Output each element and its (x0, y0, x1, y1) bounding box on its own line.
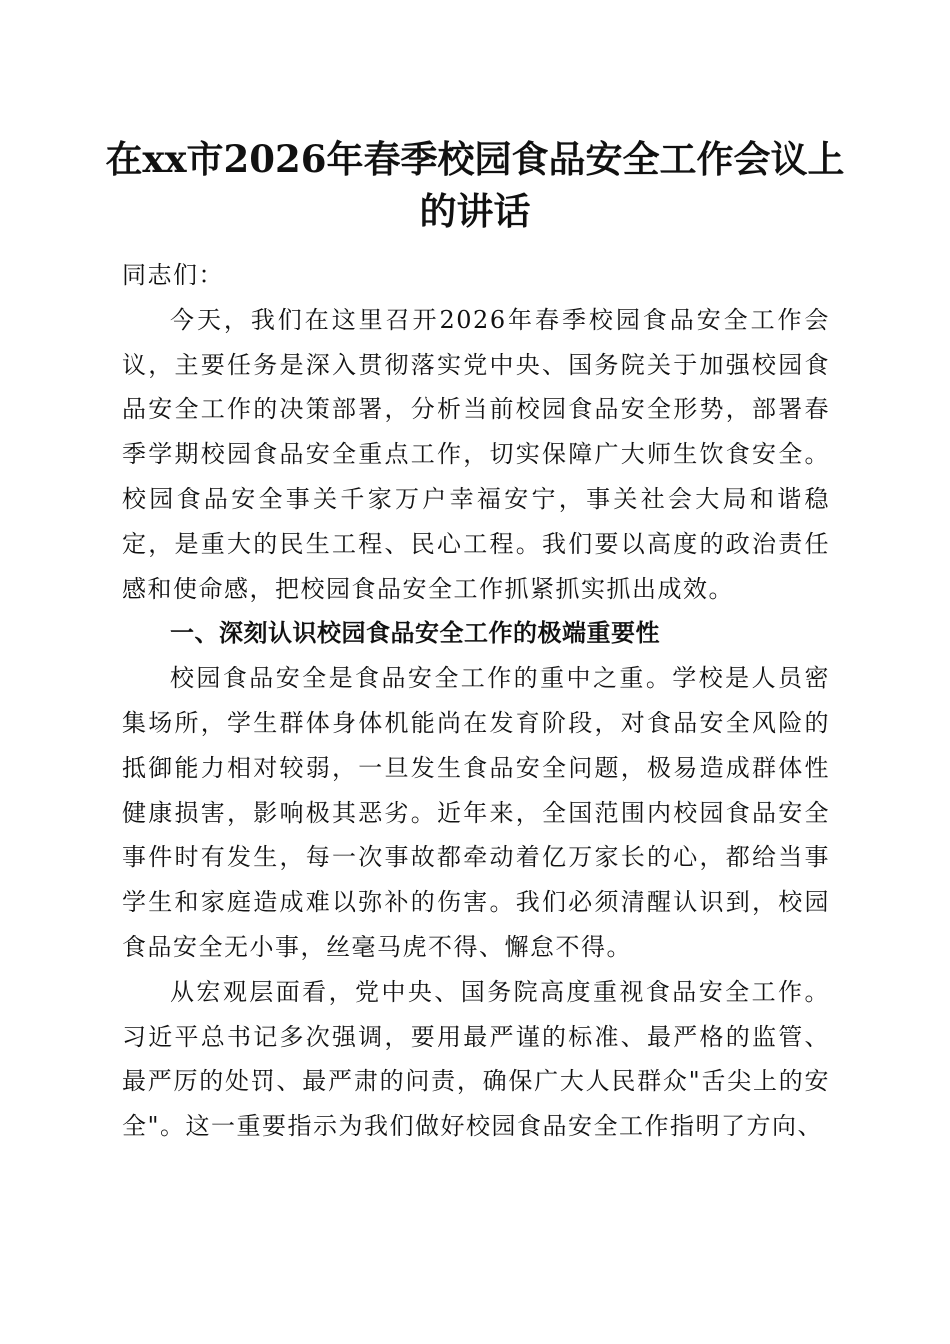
salutation: 同志们： (122, 261, 224, 289)
document-title: 在xx市2026年春季校园食品安全工作会议上的讲话 (105, 137, 845, 233)
paragraph-intro: 今天，我们在这里召开2026年春季校园食品安全工作会议，主要任务是深入贯彻落实党中央、国务院关于加强校园食品安全工作的决策部署，分析当前校园食品安全形势，部署春季学期校园食品安全重点工作，切实保障广大师生饮食安全。校园食品安全事关千家万户幸福安宁，事关社会大局和谐稳定，是重大的民生工程、民心工程。我们要以高度的政治责任感和使命感，把校园食品安全工作抓紧抓实抓出成效。 (122, 305, 830, 603)
paragraph-importance: 校园食品安全是食品安全工作的重中之重。学校是人员密集场所，学生群体身体机能尚在发育阶段，对食品安全风险的抵御能力相对较弱，一旦发生食品安全问题，极易造成群体性健康损害，影响极其恶劣。近年来，全国范围内校园食品安全事件时有发生，每一次事故都牵动着亿万家长的心，都给当事学生和家庭造成难以弥补的伤害。我们必须清醒认识到，校园食品安全无小事，丝毫马虎不得、懈怠不得。 (122, 664, 830, 961)
section-heading-1: 一、深刻认识校园食品安全工作的极端重要性 (170, 619, 660, 648)
paragraph-macro: 从宏观层面看，党中央、国务院高度重视食品安全工作。习近平总书记多次强调，要用最严谨的标准、最严格的监管、最严厉的处罚、最严肃的问责，确保广大人民群众"舌尖上的安全"。这一重要指示为我们做好校园食品安全工作指明了方向、 (122, 977, 830, 1141)
document-body (122, 253, 830, 1149)
